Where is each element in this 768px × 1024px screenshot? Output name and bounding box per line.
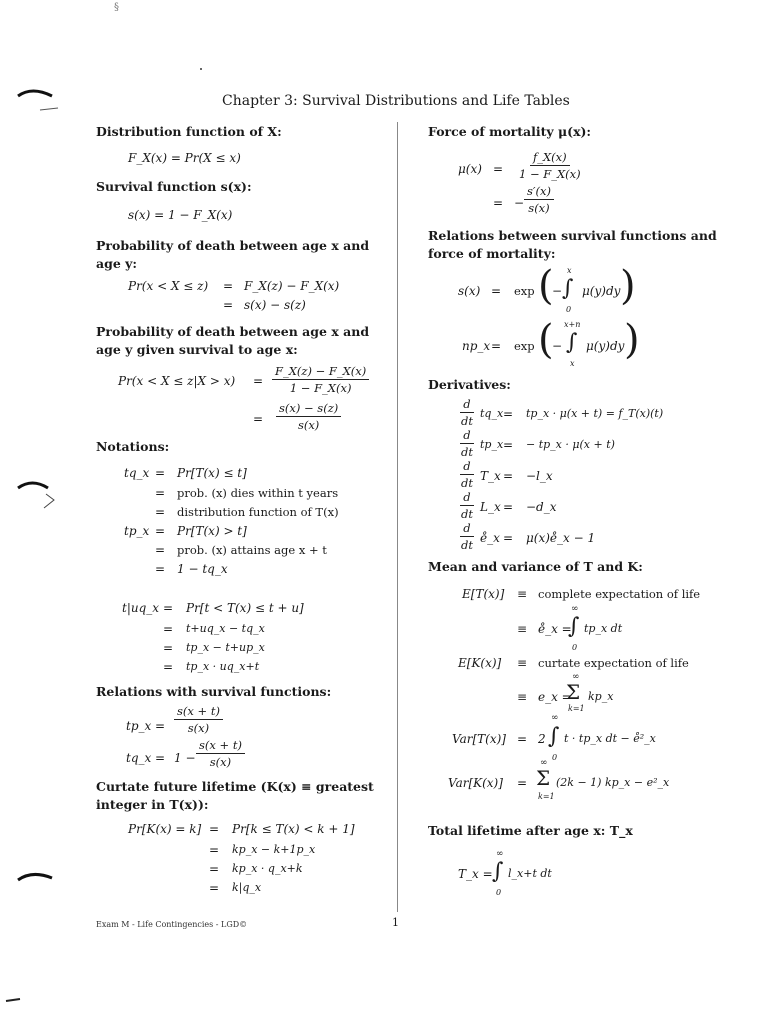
curtate-heading: Curtate future lifetime (K(x) ≡ greatest integer in T(x)): <box>96 779 374 812</box>
derivative-lhs-1: tq_x <box>480 407 504 420</box>
equiv-sign: ≡ <box>516 690 528 704</box>
integral-sign: ∫ <box>492 859 504 884</box>
deferred-r2: t+uq_x − tq_x <box>186 622 265 635</box>
corner-mark: § <box>114 2 119 13</box>
derivative-op-4: $\frac{d}{dt}$ <box>461 490 473 521</box>
force-mortality-heading: Force of mortality μ(x): <box>428 124 592 139</box>
integral-sign: ∫ <box>562 276 574 301</box>
eq-sign: = <box>492 162 504 176</box>
eq-sign: = <box>162 622 174 636</box>
curtate-r2: kp_x − k+1p_x <box>232 843 316 856</box>
integral-sign: ∫ <box>568 614 580 639</box>
eq-sign: = <box>490 284 502 298</box>
eq-sign: = <box>222 298 234 312</box>
mv-integrand-1: tp_x dt <box>584 622 623 635</box>
binder-hole-mark-3 <box>14 866 64 906</box>
cond-death-frac-1: $\frac{F\_X(z) - F\_X(x)}{1 - F\_X(x)}$ <box>272 364 369 395</box>
page-number: 1 <box>392 916 399 929</box>
rsf-integrand-1: μ(y)dy <box>582 284 621 298</box>
notation-tpx: tp_x <box>124 524 150 538</box>
eq-sign: = <box>502 438 514 452</box>
notations-heading: Notations: <box>96 439 170 454</box>
mv-rhs-4: e_x = <box>538 690 572 704</box>
tl-upper-inf: ∞ <box>496 849 504 859</box>
mv-upper-inf: ∞ <box>572 672 580 682</box>
paren-right: ) <box>620 263 636 309</box>
derivative-rhs-1: tp_x · μ(x + t) = f_T(x)(t) <box>526 407 664 420</box>
derivative-lhs-4: L_x <box>480 500 501 514</box>
paren-left: ( <box>538 263 554 309</box>
eq-sign: = <box>252 374 264 388</box>
eq-sign: = <box>154 562 166 576</box>
paren-right: ) <box>624 317 640 363</box>
eq-sign: = <box>154 719 166 733</box>
minus-sign: − <box>552 339 563 353</box>
derivative-lhs-2: tp_x <box>480 438 504 451</box>
relation-tqx: tq_x <box>126 751 152 765</box>
eq-sign: = <box>490 339 502 353</box>
mv-rhs-6: (2k − 1) kp_x − e²_x <box>556 776 670 789</box>
relation-frac-2: $\frac{s(x + t)}{s(x)}$ <box>196 738 245 769</box>
derivatives-heading: Derivatives: <box>428 377 511 392</box>
eq-sign: = <box>162 660 174 674</box>
integral-sign: ∫ <box>566 330 578 355</box>
total-lifetime-integrand: l_x+t dt <box>508 867 552 880</box>
derivative-lhs-3: T_x <box>480 469 501 483</box>
cond-death-heading: Probability of death between age x and age y given survival to age x: <box>96 324 370 357</box>
mv-lhs-5: Var[T(x)] <box>452 732 506 746</box>
cond-death-lhs: Pr(x < X ≤ z|X > x) <box>118 374 236 388</box>
mv-upper-inf: ∞ <box>540 758 548 768</box>
curtate-lhs: Pr[K(x) = k] <box>128 822 202 836</box>
notation-r2: prob. (x) dies within t years <box>177 486 339 500</box>
derivative-lhs-5: e̊_x <box>480 531 500 545</box>
eq-sign: = <box>208 822 220 836</box>
curtate-r3: kp_x · q_x+k <box>232 862 303 875</box>
equiv-sign: ≡ <box>516 622 528 636</box>
binder-hole-mark-2 <box>14 476 64 516</box>
scan-artifact <box>4 996 24 1006</box>
notation-r3: distribution function of T(x) <box>177 505 339 519</box>
eq-sign: = <box>208 881 220 895</box>
mv-lower-0: 0 <box>552 753 558 762</box>
speck <box>200 68 202 70</box>
force-mortality-frac-1: $\frac{f\_X(x)}{1 - F\_X(x)}$ <box>519 150 581 181</box>
rsf-integrand-2: μ(y)dy <box>586 339 625 353</box>
curtate-r1: Pr[k ≤ T(x) < k + 1] <box>232 822 355 836</box>
notation-tqx: tq_x <box>124 466 150 480</box>
binder-hole-mark-1 <box>14 82 64 122</box>
relation-tpx: tp_x <box>126 719 152 733</box>
rsf-lhs-1: s(x) <box>458 284 481 298</box>
eq-sign: = <box>162 601 174 615</box>
derivative-rhs-4: −d_x <box>526 500 557 514</box>
force-mortality-frac-2: $\frac{s'(x)}{s(x)}$ <box>524 184 554 215</box>
deferred-r3: tp_x − t+up_x <box>186 641 265 654</box>
eq-sign: = <box>516 732 528 746</box>
death-prob-r1: F_X(z) − F_X(x) <box>244 279 340 293</box>
page-title: Chapter 3: Survival Distributions and Life Tables <box>222 93 570 109</box>
deferred-r4: tp_x · uq_x+t <box>186 660 260 673</box>
survival-equation: s(x) = 1 − F_X(x) <box>128 208 233 222</box>
eq-sign: = <box>162 641 174 655</box>
eq-sign: = <box>502 500 514 514</box>
derivative-op-2: $\frac{d}{dt}$ <box>461 428 473 459</box>
mv-rhs-2: e̊_x = <box>538 622 572 636</box>
total-lifetime-heading: Total lifetime after age x: T_x <box>428 823 633 838</box>
mv-sum-lower: k=1 <box>568 704 585 713</box>
notation-r1: Pr[T(x) ≤ t] <box>177 466 247 480</box>
eq-sign: = <box>154 524 166 538</box>
derivative-rhs-3: −l_x <box>526 469 553 483</box>
deferred-r1: Pr[t < T(x) ≤ t + u] <box>186 601 304 615</box>
rsf-lhs-2: np_x <box>462 339 491 353</box>
eq-sign: = <box>516 776 528 790</box>
eq-sign: = <box>502 407 514 421</box>
distribution-equation: F_X(x) = Pr(X ≤ x) <box>128 151 241 165</box>
notation-r5: prob. (x) attains age x + t <box>177 543 327 557</box>
equiv-sign: ≡ <box>516 587 528 601</box>
minus-sign: − <box>552 284 563 298</box>
mv-lhs-1: E[T(x)] <box>462 587 505 601</box>
derivative-op-5: $\frac{d}{dt}$ <box>461 521 473 552</box>
column-divider <box>397 122 398 912</box>
deferred-lhs: t|uq_x <box>122 601 160 615</box>
relation-frac-1: $\frac{s(x + t)}{s(x)}$ <box>174 704 223 735</box>
eq-sign: = <box>222 279 234 293</box>
footer-text: Exam M - Life Contingencies - LGD© <box>96 920 248 929</box>
relations-survival-heading: Relations between survival functions and force of mortality: <box>428 228 717 261</box>
mv-rhs-5b: t · tp_x dt − e̊²_x <box>564 732 656 745</box>
rsf-upper-2: x+n <box>564 320 581 329</box>
sigma-sign: Σ <box>536 766 551 790</box>
death-prob-r2: s(x) − s(z) <box>244 298 306 312</box>
notation-r4: Pr[T(x) > t] <box>177 524 247 538</box>
eq-sign: = <box>154 466 166 480</box>
death-prob-lhs: Pr(x < X ≤ z) <box>128 279 209 293</box>
mv-upper-inf: ∞ <box>571 604 579 614</box>
death-prob-heading: Probability of death between age x and age y: <box>96 238 370 271</box>
derivative-op-1: $\frac{d}{dt}$ <box>461 397 473 428</box>
mv-lhs-3: E[K(x)] <box>458 656 502 670</box>
curtate-r4: k|q_x <box>232 881 262 894</box>
eq-sign: = <box>154 486 166 500</box>
mv-summand-1: kp_x <box>588 690 614 703</box>
distribution-heading: Distribution function of X: <box>96 124 282 139</box>
eq-sign: = <box>502 531 514 545</box>
relations-heading: Relations with survival functions: <box>96 684 332 699</box>
minus-sign: − <box>514 196 525 210</box>
mv-rhs-3: curtate expectation of life <box>538 656 689 670</box>
mv-lower-0: 0 <box>572 643 578 652</box>
mean-variance-heading: Mean and variance of T and K: <box>428 559 643 574</box>
derivative-rhs-2: − tp_x · μ(x + t) <box>526 438 615 451</box>
mv-rhs-1: complete expectation of life <box>538 587 701 601</box>
rsf-lower-2: x <box>570 359 575 368</box>
rsf-exp-1: exp <box>514 284 535 298</box>
mv-sum-lower: k=1 <box>538 792 555 801</box>
mv-rhs-5a: 2 <box>538 732 546 746</box>
eq-sign: = <box>154 505 166 519</box>
relation-one-minus: 1 − <box>174 751 196 765</box>
notation-r6: 1 − tq_x <box>177 562 228 576</box>
rsf-exp-2: exp <box>514 339 535 353</box>
equiv-sign: ≡ <box>516 656 528 670</box>
cond-death-frac-2: $\frac{s(x) - s(z)}{s(x)}$ <box>276 401 341 432</box>
integral-sign: ∫ <box>548 724 560 749</box>
eq-sign: = <box>154 751 166 765</box>
eq-sign: = <box>154 543 166 557</box>
survival-heading: Survival function s(x): <box>96 179 252 194</box>
eq-sign: = <box>502 469 514 483</box>
rsf-upper-1: x <box>567 266 572 275</box>
mv-lhs-6: Var[K(x)] <box>448 776 503 790</box>
eq-sign: = <box>492 196 504 210</box>
eq-sign: = <box>208 862 220 876</box>
total-lifetime-lhs: T_x = <box>458 867 493 881</box>
sigma-sign: Σ <box>566 680 581 704</box>
rsf-lower-1: 0 <box>566 305 572 314</box>
mv-upper-inf: ∞ <box>551 713 559 723</box>
paren-left: ( <box>538 317 554 363</box>
eq-sign: = <box>252 412 264 426</box>
derivative-op-3: $\frac{d}{dt}$ <box>461 459 473 490</box>
tl-lower-0: 0 <box>496 888 502 897</box>
derivative-rhs-5: μ(x)e̊_x − 1 <box>526 531 596 545</box>
force-mortality-lhs: μ(x) <box>458 162 482 176</box>
eq-sign: = <box>208 843 220 857</box>
